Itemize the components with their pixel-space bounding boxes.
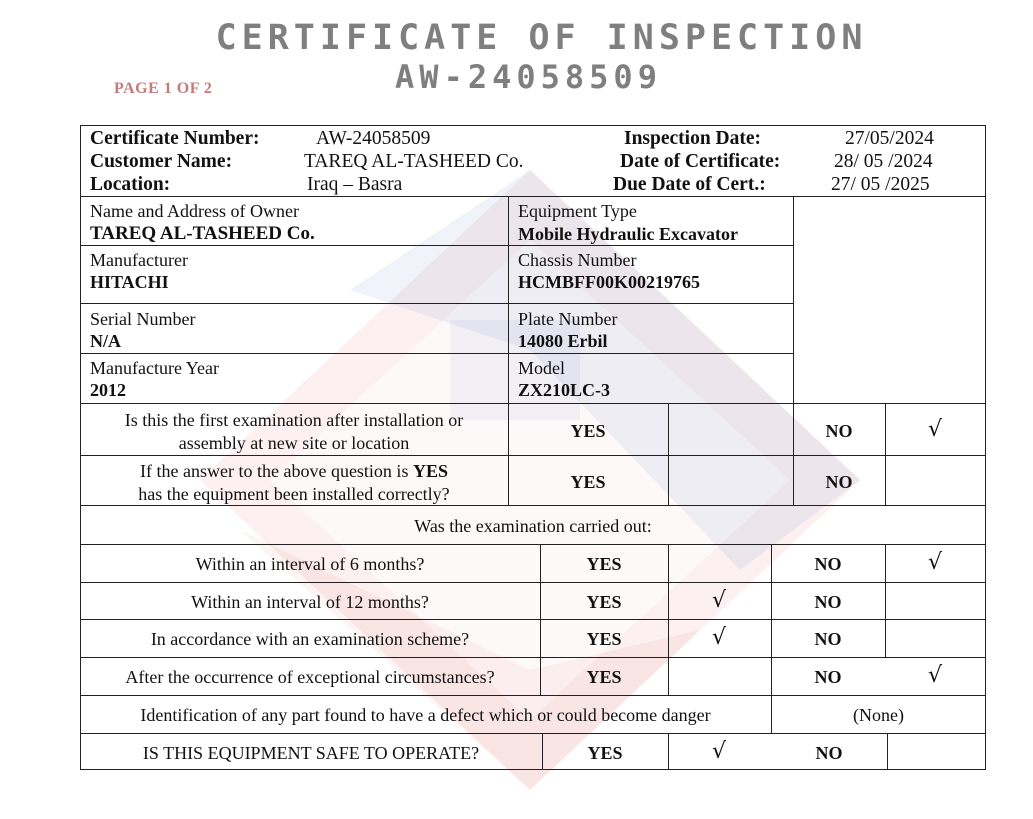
divider: [887, 733, 888, 770]
plate-label: Plate Number: [518, 309, 618, 329]
cert-date-label: Date of Certificate:: [620, 151, 781, 172]
q4-label: Within an interval of 12 months?: [191, 592, 429, 612]
safe-label: IS THIS EQUIPMENT SAFE TO OPERATE?: [142, 743, 480, 763]
cert-date-value: 28/ 05 /2024: [834, 151, 933, 172]
q6-no-check-icon: √: [927, 663, 943, 688]
location-value: Iraq – Basra: [307, 174, 403, 195]
q1-no: NO: [825, 421, 853, 441]
model-label: Model: [518, 358, 565, 378]
q6-label: After the occurrence of exceptional circumstances?: [125, 667, 495, 687]
q6-yes: YES: [586, 667, 622, 687]
year-value: 2012: [90, 380, 126, 400]
q3-yes: YES: [586, 554, 622, 574]
q1-no-check-icon: √: [927, 417, 943, 442]
manufacturer-value: HITACHI: [90, 272, 169, 292]
safe-no: NO: [815, 743, 843, 763]
divider: [80, 733, 986, 734]
q1-line2: assembly at new site or location: [178, 433, 410, 453]
q4-yes-check-icon: √: [711, 588, 727, 613]
year-label: Manufacture Year: [90, 358, 219, 378]
divider: [80, 245, 793, 246]
customer-value: TAREQ AL-TASHEED Co.: [304, 151, 524, 172]
q4-no: NO: [814, 592, 842, 612]
divider: [668, 544, 669, 695]
q2-line2: has the equipment been installed correctly?: [138, 484, 450, 504]
due-date-value: 27/ 05 /2025: [831, 174, 930, 195]
divider: [80, 544, 986, 545]
divider: [80, 695, 986, 696]
divider: [80, 505, 986, 506]
q5-yes-check-icon: √: [711, 625, 727, 650]
divider: [885, 544, 886, 657]
equipment-type-label: Equipment Type: [518, 201, 637, 221]
plate-value: 14080 Erbil: [518, 331, 608, 351]
q1-line1: Is this the first examination after installation or: [124, 410, 464, 430]
divider: [80, 657, 986, 658]
border-right: [985, 125, 986, 770]
equipment-type-value: Mobile Hydraulic Excavator: [518, 224, 738, 244]
q5-no: NO: [814, 629, 842, 649]
divider: [668, 403, 669, 505]
q2-line1: If the answer to the above question is YES: [140, 461, 448, 481]
divider: [80, 303, 793, 304]
divider: [885, 403, 886, 505]
q3-label: Within an interval of 6 months?: [195, 554, 425, 574]
customer-label: Customer Name:: [90, 151, 233, 172]
q5-yes: YES: [586, 629, 622, 649]
divider: [80, 619, 986, 620]
safe-yes: YES: [587, 743, 623, 763]
inspection-date-label: Inspection Date:: [624, 128, 762, 149]
serial-value: N/A: [90, 331, 121, 351]
border-top: [80, 125, 986, 126]
q2-no: NO: [825, 472, 853, 492]
divider: [80, 455, 986, 456]
q6-no: NO: [814, 667, 842, 687]
due-date-label: Due Date of Cert.:: [613, 174, 766, 195]
defect-value: (None): [853, 705, 904, 725]
divider: [80, 353, 793, 354]
certificate-title: CERTIFICATE OF INSPECTION: [215, 18, 868, 58]
page-stamp: PAGE 1 OF 2: [114, 80, 213, 97]
chassis-value: HCMBFF00K00219765: [518, 272, 700, 292]
exam-heading: Was the examination carried out:: [414, 516, 652, 536]
model-value: ZX210LC-3: [518, 380, 611, 400]
owner-label: Name and Address of Owner: [90, 201, 299, 221]
defect-label: Identification of any part found to have a defect which or could become danger: [140, 705, 711, 725]
q3-no: NO: [814, 554, 842, 574]
owner-value: TAREQ AL-TASHEED Co.: [90, 223, 315, 244]
border-bottom: [80, 769, 986, 770]
certificate-number-title: AW-24058509: [395, 58, 662, 96]
q1-yes: YES: [570, 421, 606, 441]
q4-yes: YES: [586, 592, 622, 612]
certificate-table: [80, 125, 986, 770]
divider: [80, 582, 986, 583]
divider: [80, 196, 986, 197]
manufacturer-label: Manufacturer: [90, 250, 188, 270]
serial-label: Serial Number: [90, 309, 196, 329]
chassis-label: Chassis Number: [518, 250, 637, 270]
q5-label: In accordance with an examination scheme?: [150, 629, 470, 649]
location-label: Location:: [90, 174, 171, 195]
cert-number-label: Certificate Number:: [90, 128, 260, 149]
divider: [80, 403, 986, 404]
q2-yes: YES: [570, 472, 606, 492]
q3-no-check-icon: √: [927, 550, 943, 575]
divider: [793, 196, 794, 403]
cert-number-value: AW-24058509: [316, 128, 431, 149]
divider: [508, 196, 509, 505]
safe-yes-check-icon: √: [711, 739, 727, 764]
divider: [668, 733, 669, 770]
inspection-date-value: 27/05/2024: [845, 128, 934, 149]
